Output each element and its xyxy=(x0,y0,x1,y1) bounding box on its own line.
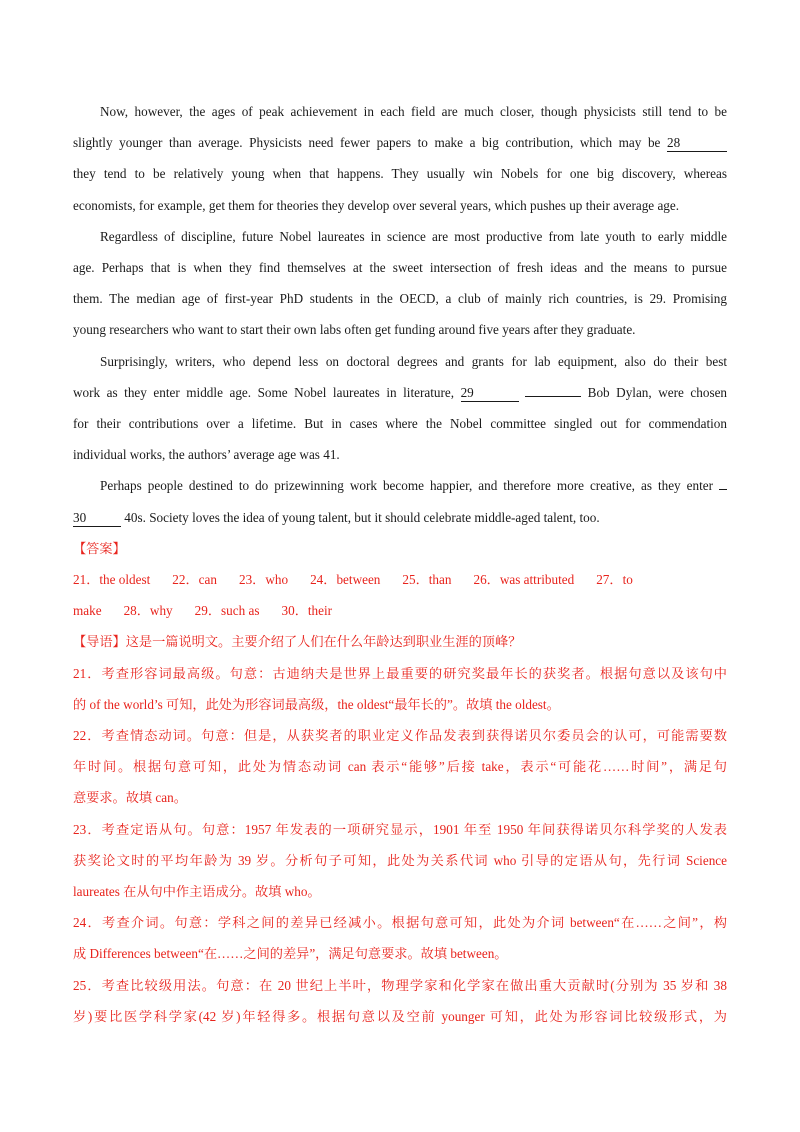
passage-line xyxy=(73,221,727,252)
passage-line xyxy=(73,408,727,439)
answer-item: 23．who xyxy=(238,572,289,588)
passage-line xyxy=(73,127,727,158)
guide-text: 【导语】这是一篇说明文。主要介绍了人们在什么年龄达到职业生涯的顶峰？ xyxy=(73,634,522,650)
passage-line xyxy=(73,470,727,501)
passage-text: slightly younger than average. Physicists need fewer papers to make a big contribution, which may be xyxy=(73,135,661,151)
passage-line xyxy=(73,96,727,127)
passage-line xyxy=(73,346,727,377)
passage-text: economists, for example, get them for theories they develop over several years, which pushes up their average age. xyxy=(73,197,680,213)
passage-text: them. The median age of first-year PhD students in the OECD, a club of mainly rich countries, is 29. Promising xyxy=(73,291,727,307)
answer-item: 29．such as xyxy=(194,603,260,619)
explanation-line: 23．考查定语从句。句意：1957 年发表的一项研究显示，1901 年至 1950 年间获得诺贝尔科学奖的人发表 xyxy=(73,821,727,837)
explanation-line: laureates 在从句中作主语成分。故填 who。 xyxy=(73,884,321,900)
passage-text: Surprisingly, writers, who depend less on doctoral degrees and grants for lab equipment, also do their best xyxy=(100,353,727,369)
passage-line xyxy=(73,314,727,345)
explanation-line: 24．考查介词。句意：学科之间的差异已经减小。根据句意可知，此处为介词 between“在……之间”，构 xyxy=(73,915,727,931)
passage-line xyxy=(73,190,727,221)
answer-item: 25．than xyxy=(402,572,452,588)
answers-line-2 xyxy=(73,595,727,626)
passage-text: individual works, the authors’ average age was 41. xyxy=(73,447,340,463)
passage-text: Perhaps people destined to do prizewinning work become happier, and therefore more creative, as they enter xyxy=(100,478,714,494)
passage-line xyxy=(73,252,727,283)
document-content xyxy=(73,96,727,1032)
passage-text: Bob Dylan, were chosen xyxy=(587,384,728,400)
answer-item: 24．between xyxy=(310,572,381,588)
explanation-line: 的 of the world’s 可知，此处为形容词最高级，the oldest“最年长的”。故填 the oldest。 xyxy=(73,696,560,712)
answer-item: 27．to xyxy=(596,572,633,588)
passage-text: Regardless of discipline, future Nobel laureates in science are most productive from late youth to early middle xyxy=(100,228,727,244)
answer-item: make xyxy=(73,603,102,619)
answer-item: 26．was attributed xyxy=(473,572,575,588)
answer-item: 21．the oldest xyxy=(73,572,151,588)
explanation-line: 成 Differences between“在……之间的差异”，满足句意要求。故填 between。 xyxy=(73,946,508,962)
answer-item: 30．their xyxy=(281,603,333,619)
blank-30-start xyxy=(719,489,727,490)
passage-line xyxy=(73,439,727,470)
blank-30: 30 xyxy=(73,510,121,527)
explanation-line: 获奖论文时的平均年龄为 39 岁。分析句子可知，此处为关系代词 who 引导的定语从句，先行词 Science xyxy=(73,852,727,868)
blank-29: 29 xyxy=(461,385,519,402)
passage-line xyxy=(73,377,727,408)
answers-line-1 xyxy=(73,564,727,595)
explanation-line: 21．考查形容词最高级。句意：古迪纳夫是世界上最重要的研究奖最年长的获奖者。根据句意以及该句中 xyxy=(73,665,727,681)
explanation-line: 意要求。故填 can。 xyxy=(73,790,187,806)
passage-line xyxy=(73,283,727,314)
explanation-line: 25．考查比较级用法。句意：在 20 世纪上半叶，物理学家和化学家在做出重大贡献时(分别为 35 岁和 38 xyxy=(73,977,727,993)
answer-item: 22．can xyxy=(172,572,217,588)
blank-28: 28 xyxy=(667,135,727,152)
passage-text: work as they enter middle age. Some Nobel laureates in literature, xyxy=(73,384,455,400)
passage-text: 40s. Society loves the idea of young talent, but it should celebrate middle-aged talent, too. xyxy=(124,509,600,525)
passage-text: age. Perhaps that is when they find themselves at the sweet intersection of fresh ideas and the means to pursue xyxy=(73,260,727,276)
passage-text: young researchers who want to start their own labs often get funding around five years after they graduate. xyxy=(73,322,636,338)
blank-29-second xyxy=(525,396,581,397)
passage-line xyxy=(73,158,727,189)
passage-line xyxy=(73,502,727,533)
passage-text: they tend to be relatively young when that happens. They usually win Nobels for one big discovery, whereas xyxy=(73,166,727,182)
explanation-line: 岁)要比医学科学家(42 岁)年轻得多。根据句意以及空前 younger 可知，此处为形容词比较级形式，为 xyxy=(73,1008,727,1024)
passage-text: Now, however, the ages of peak achievement in each field are much closer, though physicists still tend to be xyxy=(100,104,727,119)
explanation-line: 年时间。根据句意可知，此处为情态动词 can 表示“能够”后接 take，表示“可能花……时间”，满足句 xyxy=(73,759,727,775)
passage-text: for their contributions over a lifetime. But in cases where the Nobel committee singled out for commendation xyxy=(73,416,727,432)
answer-heading: 【答案】 xyxy=(73,540,126,556)
explanation-line: 22．考查情态动词。句意：但是，从获奖者的职业定义作品发表到获得诺贝尔委员会的认可，可能需要数 xyxy=(73,728,727,744)
answer-item: 28．why xyxy=(123,603,173,619)
